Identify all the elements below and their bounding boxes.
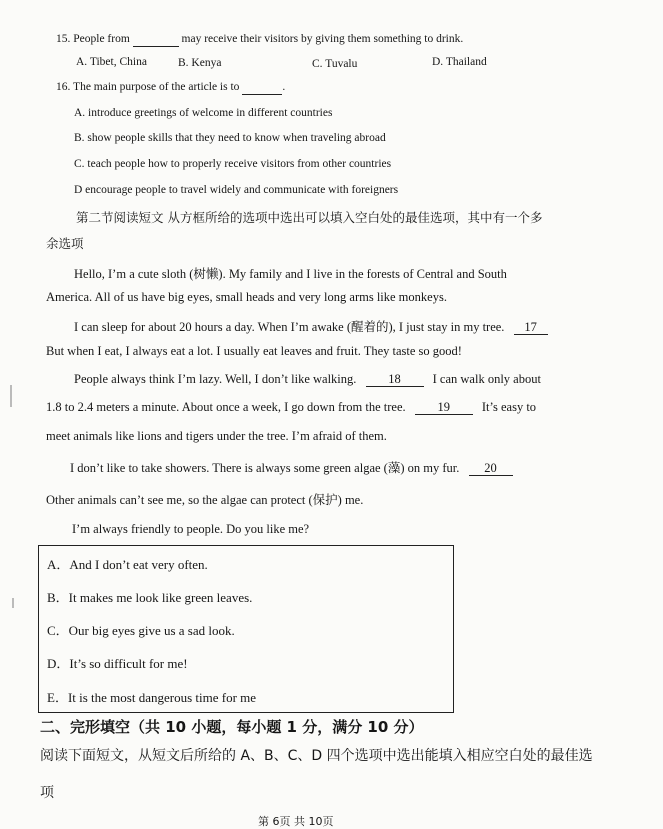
question-stem: The main purpose of the article is to <box>73 81 240 93</box>
box-option-c: C．Our big eyes give us a sad look. <box>47 623 235 638</box>
question-stem: may receive their visitors by giving them something to drink. <box>181 33 464 45</box>
section-instruction-cont: 余选项 <box>46 236 84 251</box>
option-15c: C. Tuvalu <box>312 58 358 70</box>
answer-blank <box>242 82 282 95</box>
option-16b: B. show people skills that they need to know when traveling abroad <box>74 132 386 144</box>
part-heading: 二、完形填空（共 10 小题，每小题 1 分，满分 10 分） <box>40 718 424 736</box>
blank-19: 19 <box>415 401 473 415</box>
option-16a: A. introduce greetings of welcome in different countries <box>74 107 333 119</box>
passage-text: I don’t like to take showers. There is always some green algae (藻) on my fur. <box>70 461 460 475</box>
box-option-a: A．And I don’t eat very often. <box>47 557 208 572</box>
passage-text: 1.8 to 2.4 meters a minute. About once a week, I go down from the tree. <box>46 400 406 414</box>
page-footer: 第 6页 共 10页 <box>258 815 334 828</box>
part-instruction-cont: 项 <box>40 785 54 801</box>
passage-line <box>74 372 541 387</box>
option-15d: D. Thailand <box>432 56 487 68</box>
question-stem: People from <box>73 33 130 45</box>
passage-line: America. All of us have big eyes, small heads and very long arms like monkeys. <box>46 290 447 304</box>
passage-line: Hello, I’m a cute sloth (树懒). My family and I live in the forests of Central and South <box>74 267 507 281</box>
blank-20: 20 <box>469 462 513 476</box>
question-number: 15. <box>56 33 71 45</box>
option-16d: D encourage people to travel widely and communicate with foreigners <box>74 184 399 196</box>
passage-line: But when I eat, I always eat a lot. I usually eat leaves and fruit. They taste so good! <box>46 344 462 358</box>
options-box <box>38 545 454 713</box>
passage-text: I can sleep for about 20 hours a day. When I’m awake (醒着的), I just stay in my tree. <box>74 320 505 334</box>
box-option-b: B．It makes me look like green leaves. <box>47 590 253 605</box>
passage-line <box>74 317 548 335</box>
question-number: 16. <box>56 81 71 93</box>
passage-line: I’m always friendly to people. Do you like me? <box>72 522 310 536</box>
section-instruction: 第二节阅读短文 从方框所给的选项中选出可以填入空白处的最佳选项，其中有一个多 <box>76 210 543 225</box>
answer-blank <box>133 34 179 47</box>
passage-text: People always think I’m lazy. Well, I don’t like walking. <box>74 372 357 386</box>
option-16c: C. teach people how to properly receive visitors from other countries <box>74 158 392 170</box>
blank-18: 18 <box>366 373 424 387</box>
blank-17: 17 <box>514 321 548 335</box>
scan-mark <box>12 598 14 608</box>
passage-line <box>70 458 513 476</box>
passage-text: I can walk only about <box>432 372 541 386</box>
part-instruction: 阅读下面短文，从短文后所给的 A、B、C、D 四个选项中选出能填入相应空白处的最佳选 <box>40 748 593 764</box>
option-15b: B. Kenya <box>178 57 222 69</box>
option-15a: A. Tibet, China <box>76 56 147 68</box>
passage-line: Other animals can’t see me, so the algae can protect (保护) me. <box>46 493 364 507</box>
question-15 <box>56 33 463 47</box>
box-option-e: E．It is the most dangerous time for me <box>47 690 257 705</box>
scan-mark <box>10 385 12 407</box>
passage-line: meet animals like lions and tigers under the tree. I’m afraid of them. <box>46 429 387 443</box>
passage-line <box>46 400 536 415</box>
box-option-d: D．It’s so difficult for me! <box>47 656 188 671</box>
question-16: 16. The main purpose of the article is to . <box>56 81 286 93</box>
passage-text: It’s easy to <box>481 400 537 414</box>
